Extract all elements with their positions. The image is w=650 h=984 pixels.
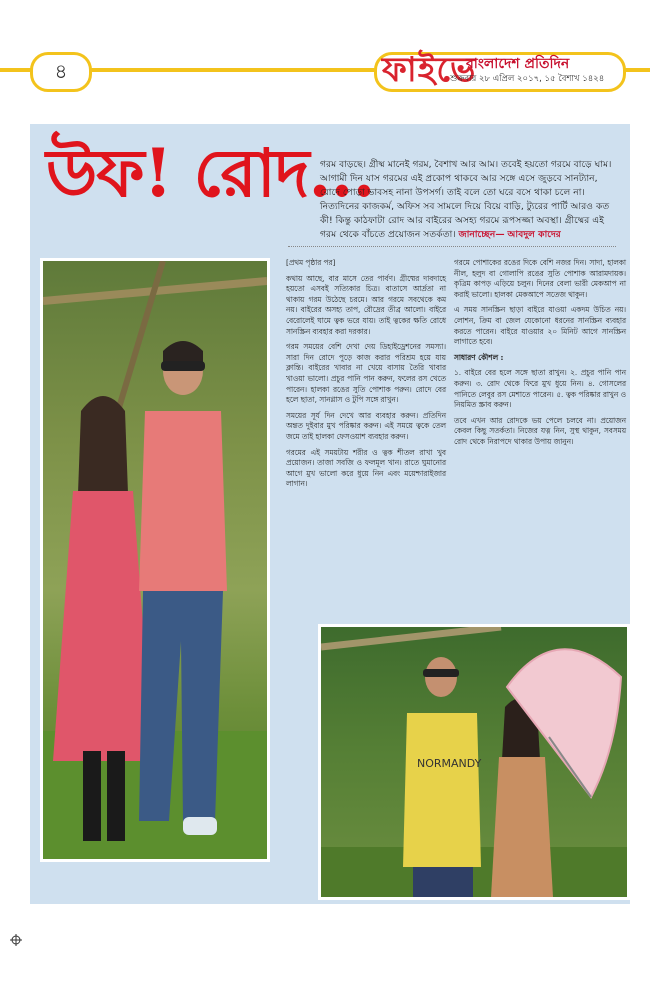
article-headline: উফ! রোদ... — [46, 134, 375, 212]
registration-mark-icon — [10, 934, 22, 946]
page-number-badge — [30, 52, 92, 92]
byline-author: আবদুল কাদের — [507, 229, 561, 240]
column-paragraph: এ সময় সানস্ক্রিন ছাড়া বাইরে যাওয়া একদম উচিত নয়। লোশন, ক্রিম বা জেল যেকোনো ধরনের সানস্ক্রিন ব্যবহার করতে পারেন। বাইরে যাওয়ার ২০ মিনিট আগে সানস্ক্রিন লাগাতে হবে। — [454, 305, 626, 347]
photo-couple-garden — [40, 258, 270, 862]
issue-date: শুক্রবার ২৮ এপ্রিল ২০১৭, ১৫ বৈশাখ ১৪২৪ — [450, 74, 605, 84]
svg-text:NORMANDY: NORMANDY — [417, 757, 482, 770]
byline-label: জানাচ্ছেন— — [458, 229, 505, 240]
photo-couple-umbrella-illustration — [321, 627, 627, 897]
column-paragraph: গরমের এই সময়টায় শরীর ও ত্বক শীতল রাখা খুব প্রয়োজন। তাজা সবজি ও ফলমূল খান। রাতে ঘুমানোর আগে মুখ ভালো করে ধুয়ে নিন এবং ময়েশ্চারাইজার লাগান। — [286, 447, 446, 489]
column-paragraph: গরমে পোশাকের রঙের দিকে বেশি নজর দিন। সাদা, হালকা নীল, হলুদ বা গোলাপি রঙের সুতি পোশাক আরামদায়ক। কৃত্রিম কাপড় এড়িয়ে চলুন। দিনের বেলা ভারী মেকআপ না করাই ভালো। হালকা মেকআপে সতেজ থাকুন। — [454, 258, 626, 299]
column-paragraph: [প্রথম পৃষ্ঠার পর] — [286, 258, 336, 267]
column-paragraph: কথায় আছে, বার মাসে তের পার্বণ। গ্রীষ্মের দাবদাহে হয়তো এসবই সত্যিকার চিত্র। বাতাসে আর্দ্রতা না থাকায় গরম উঠেছে চরমে। আর গরমে সবথেকে কম নয়। বাইরের অসহ্য তাপ, রৌদ্রের তীব্র আলো। বাইরে বেরোলেই ঘামে ত্বক ভরে যায়। তাই ত্বকের ক্ষতি রোধে সানস্ক্রিন ব্যবহার করা দরকার। — [286, 273, 446, 336]
column-subheading: সাধারণ কৌশল : — [454, 352, 504, 362]
column-paragraph: সময়ের সূর্য দিন দেখে আর ব্যবহার করুন। প্রতিদিন অন্তত দুইবার মুখ পরিষ্কার করুন। এই সময়ে ত্বকে তেল জমে তাই হালকা ফেসওয়াশ ব্যবহার করুন। — [286, 410, 446, 441]
article-divider — [288, 246, 616, 247]
section-title: ফাইভে — [382, 50, 477, 90]
column-paragraph: তবে এখন আর রোদকে ভয় পেলে চলবে না। প্রয়োজন কেবল কিছু সতর্কতা। নিজের যত্ন নিন, সুস্থ থাকুন, সবসময় রোদ থেকে নিরাপদে থাকার উপায় জানুন। — [454, 415, 626, 446]
photo-couple-umbrella — [318, 624, 630, 900]
page-header — [0, 0, 650, 115]
column-paragraph: গরম সময়ের বেশি দেখা দেয় ডিহাইড্রেশনের সমস্যা। সারা দিন রোদে পুড়ে কাজ করার পরিশ্রম হয়ে যায় ক্লান্তি। বাইরের খাবার না খেয়ে বাসায় তৈরি খাবার খাওয়া ভালো। প্রচুর পানি পান করুন, ফলের রস খেতে পারেন। হালকা রঙের সুতি পোশাক পরুন। রোদে বের হলে ছাতা, সানগ্লাস ও টুপি সঙ্গে রাখুন। — [286, 342, 446, 405]
article-column-right — [454, 258, 626, 618]
article-column-middle — [286, 258, 446, 618]
intro-text: গরম বাড়ছে। গ্রীষ্ম মানেই গরম, বৈশাখ আর আম। তবেই হয়তো গরমে বাড়ে ঘাম। আগামী দিন যাস গরমের এই প্রকোপ থাকবে আর সঙ্গে এসে জুড়বে সানট্যান, রোদে পোড়া ভাবসহ নানা উপসর্গ। তাই বলে তো ঘরে বসে থাকা চলে না। নিত্যদিনের কাজকর্ম, অফিস সব সামলে দিয়ে বিয়ে বাড়ি, ট্যুরের পার্টি আরও কত কী! কিন্তু কাঠফাটা রোদ আর বাইরের অসহ্য গরমে রূপসজ্জা অবস্থা। গ্রীষ্মের এই গরম থেকে বাঁচতে প্রয়োজন সতর্কতা। — [320, 159, 612, 240]
column-paragraph: ১. বাইরে বের হলে সঙ্গে ছাতা রাখুন। ২. প্রচুর পানি পান করুন। ৩. রোদ থেকে ফিরে মুখ ধুয়ে নিন। ৪. গোসলের পানিতে লেবুর রস মেশাতে পারেন। ৫. ত্বক পরিষ্কার রাখুন ও নিয়মিত স্ক্রাব করুন। — [454, 368, 626, 410]
article-intro — [320, 158, 620, 242]
photo-couple-garden-illustration — [43, 261, 267, 859]
newspaper-name: বাংলাদেশ প্রতিদিন — [466, 56, 570, 72]
page-number: ৪ — [54, 59, 68, 83]
